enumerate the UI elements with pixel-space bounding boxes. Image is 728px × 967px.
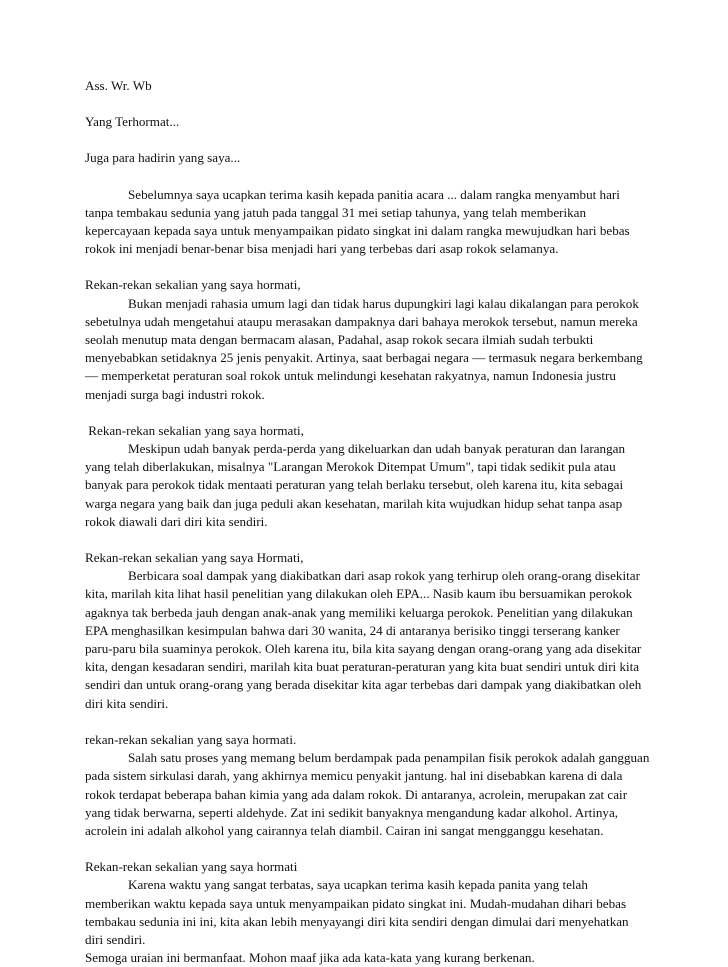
honorific: Yang Terhormat...	[85, 114, 180, 130]
opening-first-line: Sebelumnya saya ucapkan terima kasih kepada panitia acara ... dalam rangka menyambut hari	[128, 186, 620, 202]
section-rest: yang telah diberlakukan, misalnya "Larangan Merokok Ditempat Umum", tapi tidak sedikit pula atau banyak para perokok tidak mentaati peraturan yang telah berlaku tersebut, oleh karena itu, kita sebagai warga negara yang baik dan juga peduli akan kesehatan, marilah kita wujudkan hidup sehat tanpa asap rokok diawali dari diri kita sendiri.	[85, 459, 624, 529]
closing-line: Semoga uraian ini bermanfaat. Mohon maaf jika ada kata-kata yang kurang berkenan.	[85, 950, 535, 966]
section-body	[85, 440, 650, 531]
section-first-line: Karena waktu yang sangat terbatas, saya ucapkan terima kasih kepada panita yang telah	[128, 877, 588, 893]
greeting: Ass. Wr. Wb	[85, 78, 152, 93]
opening-paragraph	[85, 186, 650, 259]
section-first-line: Salah satu proses yang memang belum berdampak pada penampilan fisik perokok adalah	[128, 750, 596, 766]
section-first-line: Berbicara soal dampak yang diakibatkan dari asap rokok yang terhirup oleh orang-orang disekitar	[128, 568, 640, 584]
section-first-line: Bukan menjadi rahasia umum lagi dan tidak harus dupungkiri lagi kalau dikalangan para perokok	[128, 295, 639, 311]
section-body	[85, 295, 650, 404]
section-heading: Rekan-rekan sekalian yang saya hormati,	[85, 277, 301, 293]
section-rest: memberikan waktu kepada saya untuk menyampaikan pidato singkat ini. Mudah-mudahan dihari bebas tembakau sedunia ini ini, kita akan lebih menyayangi diri kita sendiri dengan dimulai dari menyehatkan diri sendiri.	[85, 895, 629, 947]
section-heading: Rekan-rekan sekalian yang saya hormati,	[85, 422, 304, 438]
section-body	[85, 876, 650, 949]
section-rest: kita, marilah kita lihat hasil penelitian yang dilakukan oleh EPA... Nasib kaum ibu bersuamikan perokok agaknya tak berbeda jauh dengan anak-anak yang memiliki keluarga perokok. Penelitian yang dilakukan EPA menghasilkan kesimpulan bahwa dari 30 wanita, 24 di antaranya berisiko tinggi terserang kanker paru-paru bila suaminya perokok. Oleh karena itu, bila kita sayang dengan orang-orang yang ada disekitar kita, dengan kesadaran sendiri, marilah kita buat peraturan-peraturan yang kita buat sendiri untuk diri kita sendiri dan untuk orang-orang yang berada disekitar kita agar terbebas dari dampak yang diakibatkan oleh diri kita sendiri.	[85, 586, 642, 711]
opening-rest: tanpa tembakau sedunia yang jatuh pada tanggal 31 mei setiap tahunya, yang telah memberikan kepercayaan kepada saya untuk menyampaikan pidato singkat ini dalam rangka mewujudkan hari bebas rokok ini menjadi benar-benar bisa menjadi hari yang terbebas dari asap rokok selamanya.	[85, 204, 630, 257]
section-body	[85, 749, 650, 840]
section-heading: Rekan-rekan sekalian yang saya Hormati,	[85, 550, 304, 566]
audience-address: Juga para hadirin yang saya...	[85, 150, 241, 166]
section-first-line: Meskipun udah banyak perda-perda yang dikeluarkan dan udah banyak peraturan dan larangan	[128, 441, 625, 457]
speech-text	[85, 77, 650, 967]
section-body	[85, 567, 650, 713]
section-rest: sebetulnya udah mengetahui ataupu merasakan dampaknya dari bahaya merokok tersebut, namun mereka seolah menutup mata dengan bermacam alasan, Padahal, asap rokok secara ilmiah sudah terbukti menyebabkan setidaknya 25 jenis penyakit. Artinya, saat berbagai negara — termasuk negara berkembang — memperketat peraturan soal rokok untuk melindungi kesehatan rakyatnya, namun Indonesia justru menjadi surga bagi industri rokok.	[85, 313, 643, 402]
section-rest: gangguan pada sistem sirkulasi darah, yang akhirnya memicu penyakit jantung. hal ini disebabkan karena di dala rokok terdapat beberapa bahan kimia yang ada dalam rokok. Di antaranya, acrolein, merupakan zat cair yang tidak berwarna, seperti aldehyde. Zat ini sedikit banyaknya mengandung kadar alkohol. Artinya, acrolein ini adalah alkohol yang cairannya telah diambil. Cairan ini sangat mengganggu kesehatan.	[85, 750, 650, 838]
section-heading: Rekan-rekan sekalian yang saya hormati	[85, 859, 298, 875]
section-heading: rekan-rekan sekalian yang saya hormati.	[85, 731, 297, 747]
